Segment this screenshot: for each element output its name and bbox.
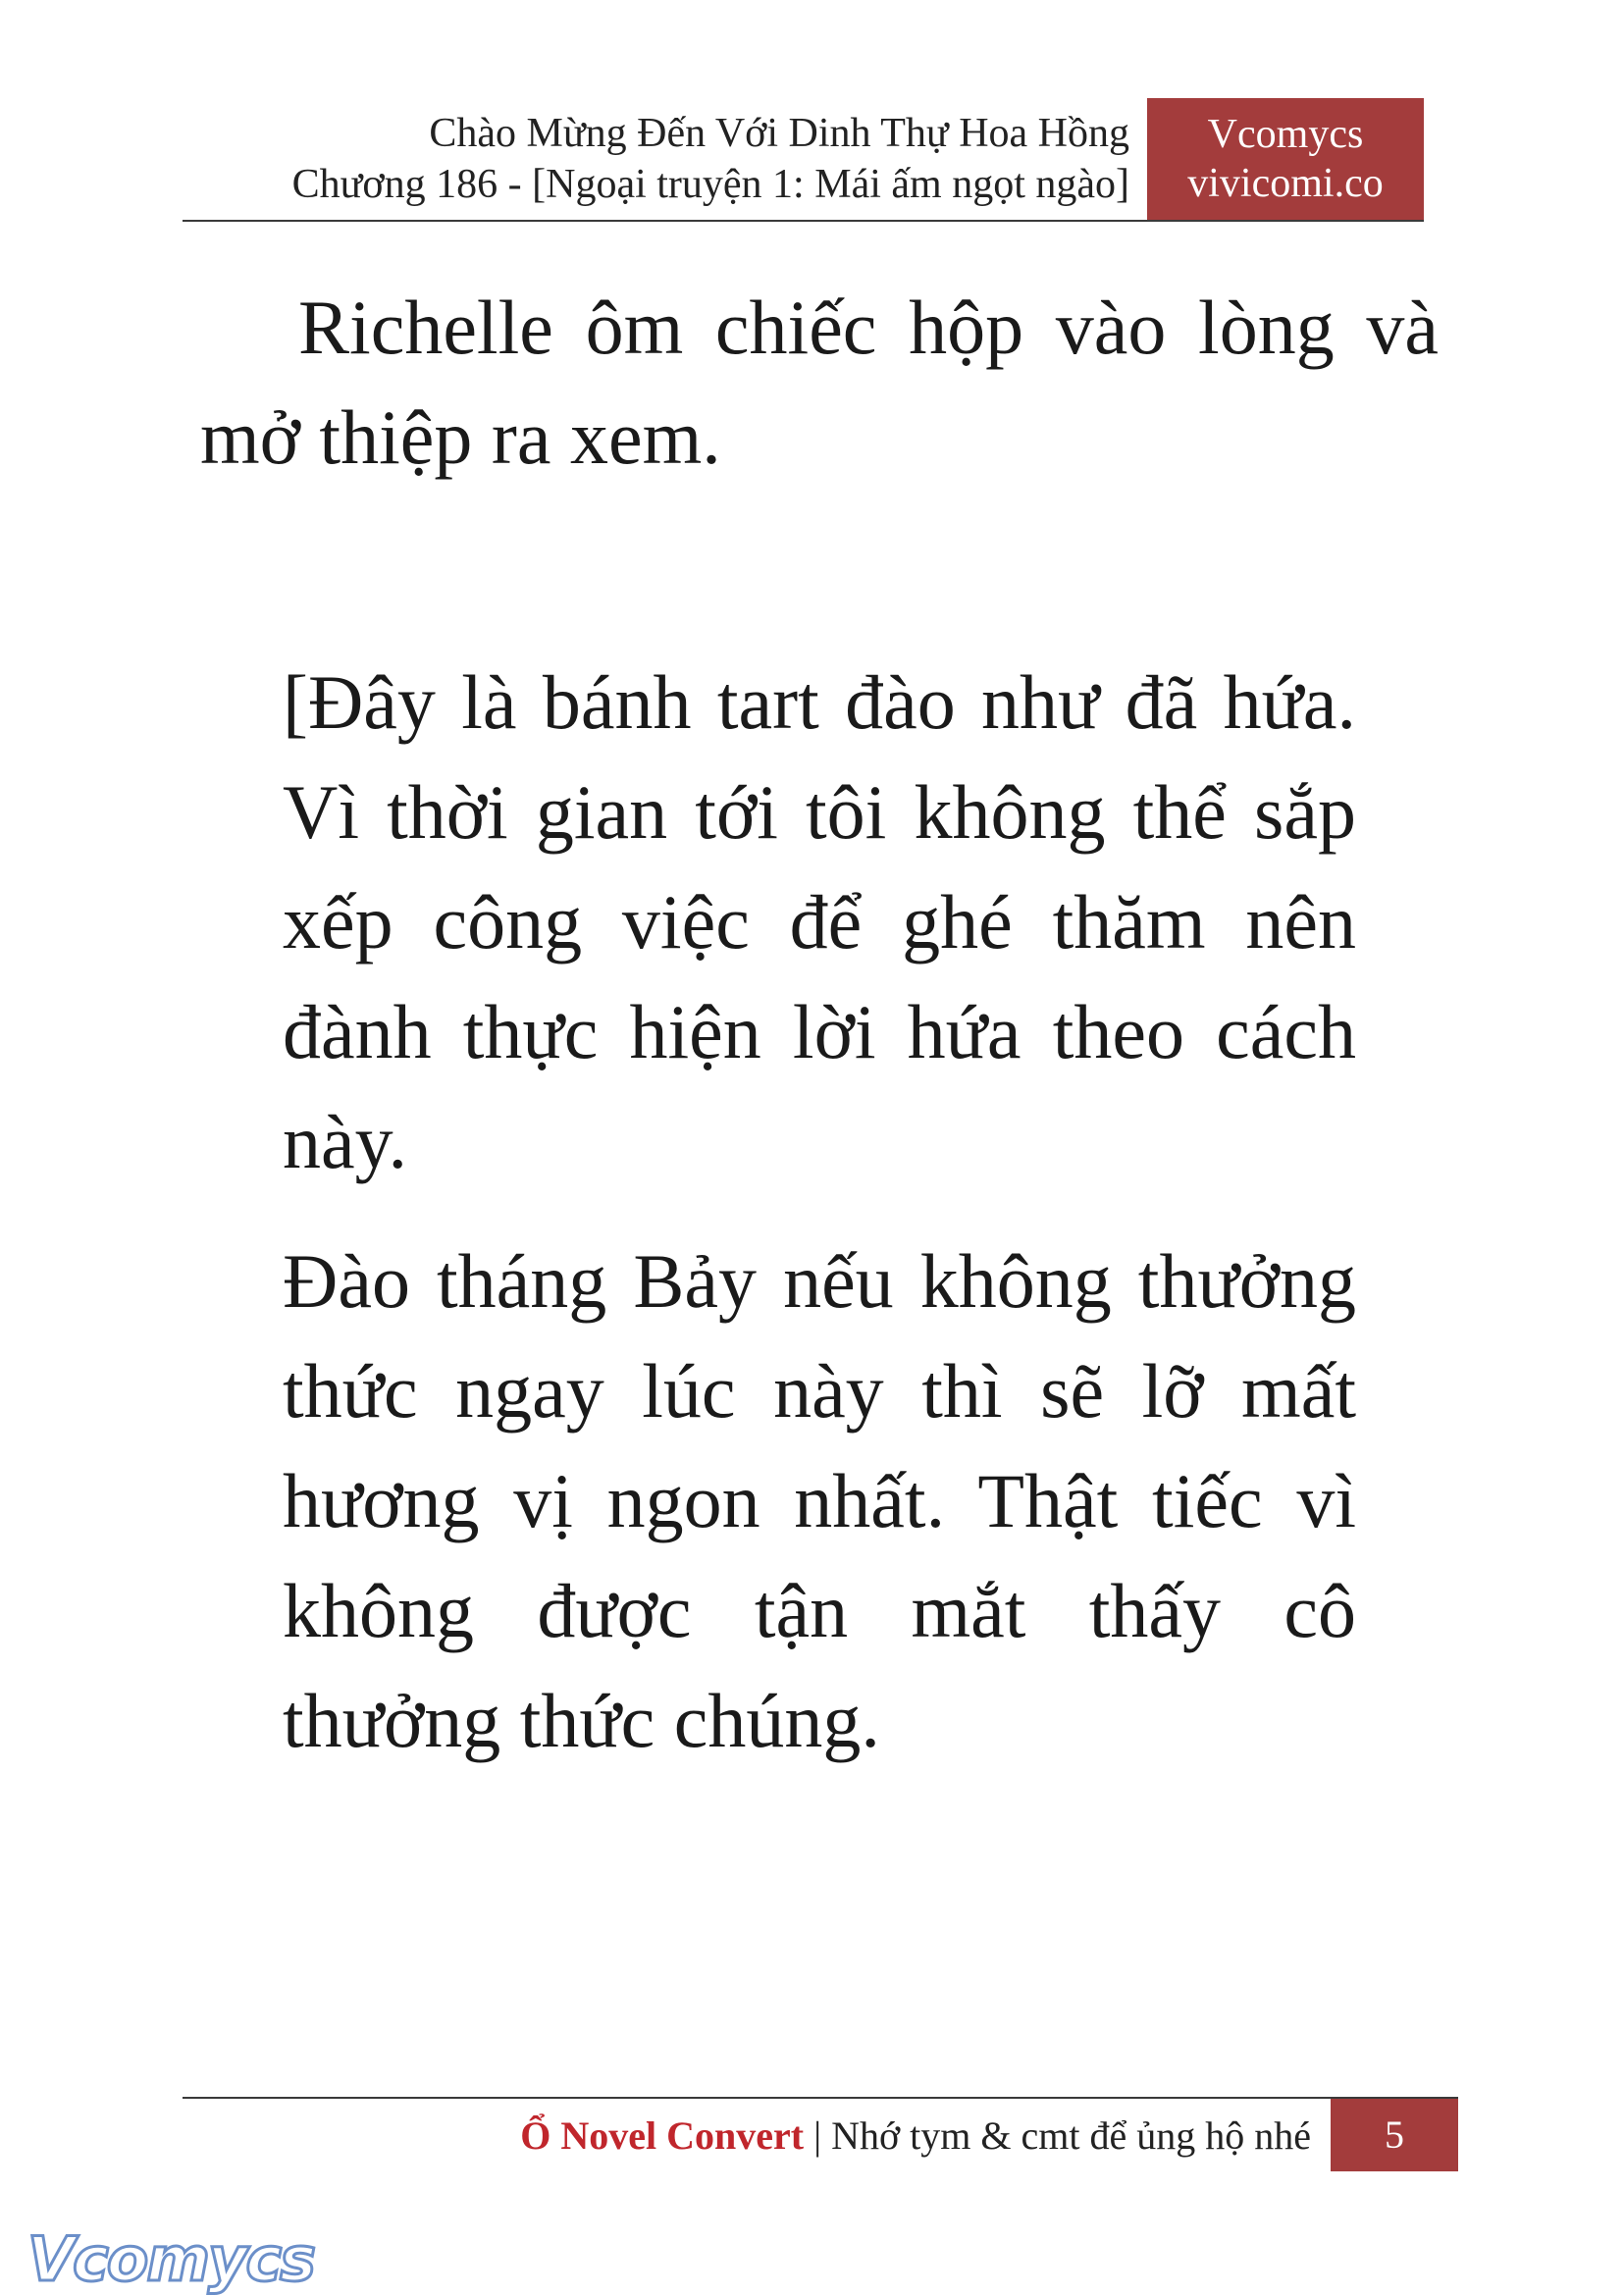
page-header bbox=[183, 98, 1424, 222]
watermark-logo: Vcomycs bbox=[27, 2223, 315, 2295]
letter-paragraph-2: Đào tháng Bảy nếu không thưởng thức ngay lúc này thì sẽ lỡ mất hương vị ngon nhất. Thật tiếc vì không được tận mắt thấy cô thưởng thức chúng. bbox=[283, 1238, 1356, 1763]
footer-separator: | bbox=[813, 2113, 822, 2158]
book-title: Chào Mừng Đến Với Dinh Thự Hoa Hồng bbox=[429, 111, 1129, 156]
page-footer bbox=[183, 2097, 1458, 2171]
page-number: 5 bbox=[1331, 2099, 1458, 2171]
paragraph-1: Richelle ôm chiếc hộp vào lòng và mở thiệp ra xem. bbox=[200, 285, 1439, 480]
letter-paragraph-1: [Đây là bánh tart đào như đã hứa. Vì thời gian tới tôi không thể sắp xếp công việc để ghé thăm nên đành thực hiện lời hứa theo cách này. bbox=[283, 659, 1356, 1184]
brand-site: vivicomi.co bbox=[1187, 161, 1384, 206]
header-titles bbox=[292, 108, 1129, 210]
header-brand-box bbox=[1147, 98, 1424, 220]
brand-name: Vcomycs bbox=[1207, 112, 1364, 157]
footer-message: Nhớ tym & cmt để ủng hộ nhé bbox=[831, 2113, 1311, 2158]
footer-text bbox=[520, 2109, 1311, 2164]
chapter-title: Chương 186 - [Ngoại truyện 1: Mái ấm ngọt ngào] bbox=[291, 162, 1129, 207]
footer-brand: Ổ Novel Convert bbox=[520, 2113, 805, 2158]
